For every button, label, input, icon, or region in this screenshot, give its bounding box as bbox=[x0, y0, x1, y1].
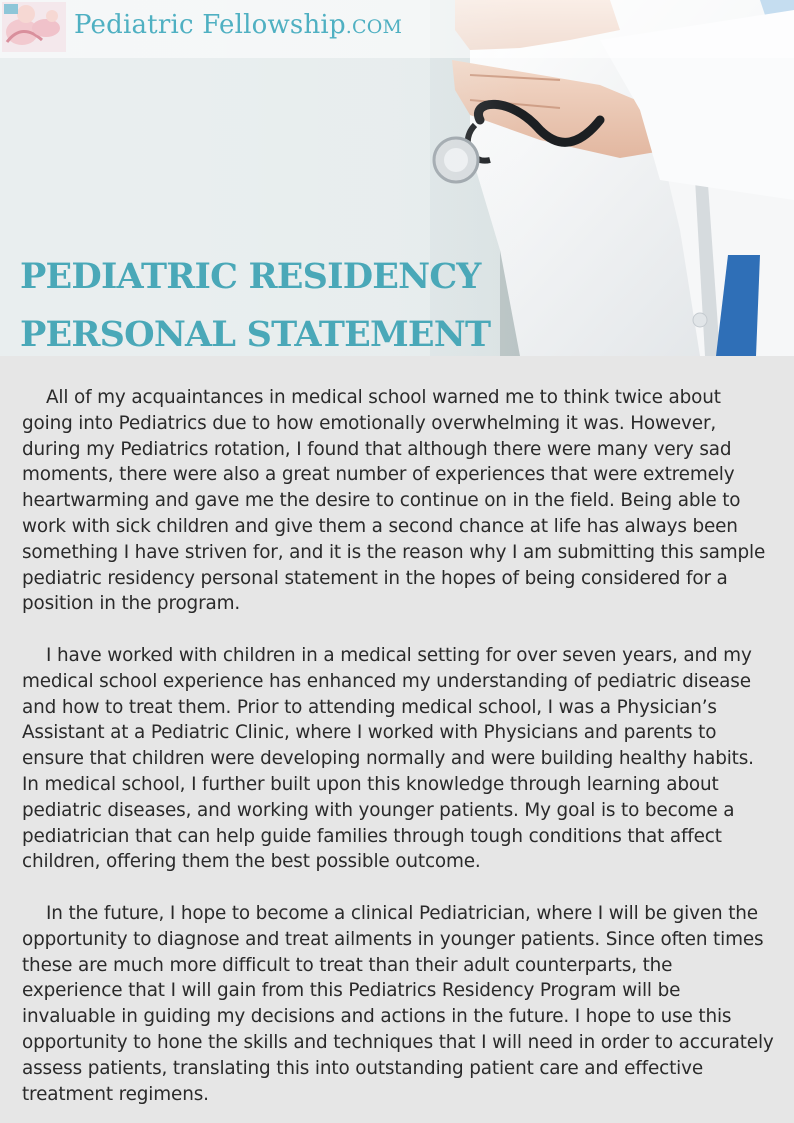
paragraph-3: In the future, I hope to become a clinical Pediatrician, where I will be given the opportunity to diagnose and treat ailments in younger patients. Since often times these are much more difficult to treat than their adult counterparts, the experience that I will gain from this Pediatrics Residency Program will be invaluable in guiding my decisions and actions in the future. I hope to use this opportunity to hone the skills and techniques that I will need in order to accurately assess patients, translating this into outstanding patient care and effective treatment regimens. bbox=[22, 902, 774, 1105]
site-tld: .COM bbox=[345, 16, 403, 38]
paragraph-2: I have worked with children in a medical setting for over seven years, and my medical school experience has enhanced my understanding of pediatric disease and how to treat them. Prior to attending medical school, I was a Physician’s Assistant at a Pediatric Clinic, where I worked with Physicians and parents to ensure that children were developing normally and were building healthy habits. In medical school, I further built upon this knowledge through learning about pediatric diseases, and working with younger patients. My goal is to become a pediatrician that can help guide families through tough conditions that affect children, offering them the best possible outcome. bbox=[22, 644, 754, 873]
page-title bbox=[20, 248, 490, 356]
site-logo-text[interactable] bbox=[74, 10, 402, 40]
statement-body bbox=[22, 385, 774, 1123]
paragraph-1: All of my acquaintances in medical school warned me to think twice about going into Pediatrics due to how emotionally overwhelming it was. However, during my Pediatrics rotation, I found that although there were many very sad moments, there were also a great number of experiences that were extremely heartwarming and gave me the desire to continue on in the field. Being able to work with sick children and give them a second chance at life has always been something I have striven for, and it is the reason why I am submitting this sample pediatric residency personal statement in the hopes of being considered for a position in the program. bbox=[22, 387, 766, 615]
site-name: Pediatric Fellowship bbox=[74, 10, 346, 40]
title-line-2: PERSONAL STATEMENT bbox=[20, 314, 491, 355]
title-line-1: PEDIATRIC RESIDENCY bbox=[20, 256, 481, 297]
baby-icon bbox=[2, 2, 66, 52]
hero-banner bbox=[0, 0, 794, 356]
